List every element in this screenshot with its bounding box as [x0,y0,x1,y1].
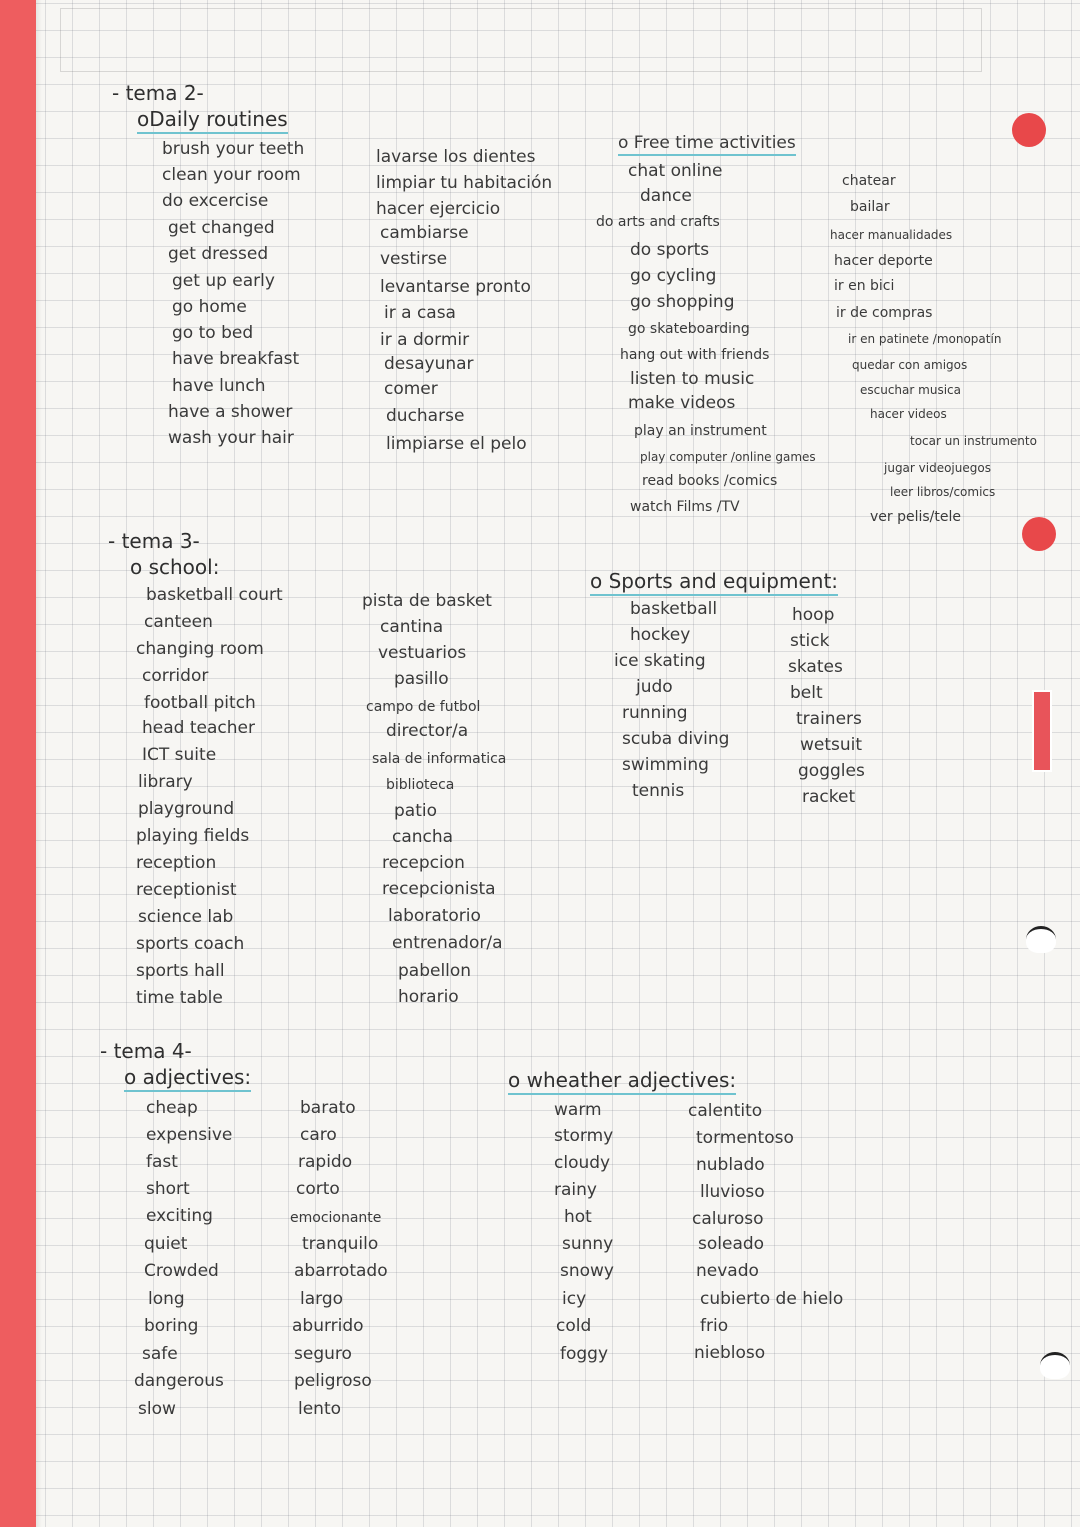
adj-es: abarrotado [294,1261,388,1281]
free-es: ver pelis/tele [870,509,961,525]
weather-en: cloudy [554,1153,611,1173]
weather-es: lluvioso [700,1182,765,1202]
weather-en: hot [564,1207,592,1227]
sports-es: wetsuit [800,735,863,755]
free-en: do sports [630,240,710,260]
free-es: hacer manualidades [830,228,953,242]
free-en: listen to music [630,369,755,389]
school-en: ICT suite [142,745,217,765]
adj-es: rapido [298,1152,353,1172]
adj-es: seguro [294,1344,352,1364]
school-en: time table [136,988,223,1008]
sports-heading: o Sports and equipment: [590,570,838,592]
adj-en: expensive [146,1125,233,1145]
daily-en: have breakfast [172,349,300,369]
school-en: playground [138,799,235,819]
adj-es: corto [296,1179,340,1199]
adj-es: aburrido [292,1316,364,1336]
free-en: play computer /online games [640,450,816,464]
free-es: chatear [842,173,896,189]
school-es: entrenador/a [392,933,503,953]
daily-routines-heading: oDaily routines [137,108,288,130]
sports-es: goggles [798,761,865,781]
adj-es: barato [300,1098,356,1118]
daily-en: get dressed [168,244,269,264]
school-es: pista de basket [362,591,492,611]
sticky-tab [1032,690,1052,772]
sports-en: basketball [630,599,718,619]
adj-en: safe [142,1344,178,1364]
weather-en: foggy [560,1344,609,1364]
free-es: quedar con amigos [852,358,968,372]
free-es: ir en patinete /monopatín [848,332,1002,346]
school-es: campo de futbol [366,699,481,715]
weather-en: sunny [562,1234,614,1254]
daily-es: comer [384,379,438,399]
daily-es: levantarse pronto [380,277,531,297]
daily-en: do excercise [162,191,269,211]
school-en: canteen [144,612,213,632]
school-es: laboratorio [388,906,481,926]
adj-en: dangerous [134,1371,224,1391]
school-en: changing room [136,639,264,659]
sports-en: scuba diving [622,729,730,749]
free-en: watch Films /TV [630,499,740,515]
weather-es: tormentoso [696,1128,794,1148]
school-en: receptionist [136,880,237,900]
school-en: football pitch [144,693,256,713]
school-es: cancha [392,827,454,847]
free-es: ir en bici [834,278,895,294]
school-es: horario [398,987,459,1007]
daily-en: brush your teeth [162,139,305,159]
weather-es: cubierto de hielo [700,1289,844,1309]
weather-es: soleado [698,1234,765,1254]
weather-es: frio [700,1316,729,1336]
sports-en: hockey [630,625,691,645]
free-en: read books /comics [642,473,778,489]
daily-en: go home [172,297,247,317]
weather-es: niebloso [694,1343,766,1363]
free-es: hacer deporte [834,253,933,269]
free-es: bailar [850,199,890,215]
sports-en: ice skating [614,651,706,671]
sports-es: skates [788,657,843,677]
free-time-heading: o Free time activities [618,132,796,154]
sports-es: belt [790,683,823,703]
sports-en: tennis [632,781,685,801]
sports-en: running [622,703,688,723]
free-en: chat online [628,161,723,181]
adj-en: short [146,1179,190,1199]
daily-es: hacer ejercicio [376,199,501,219]
school-es: pasillo [394,669,449,689]
school-es: recepcionista [382,879,496,899]
adj-es: lento [298,1399,342,1419]
weather-es: caluroso [692,1209,764,1229]
binder-hole-1 [1012,113,1046,147]
daily-es: ir a dormir [380,330,470,350]
daily-en: get changed [168,218,275,238]
free-en: go cycling [630,266,717,286]
school-es: biblioteca [386,777,455,793]
binder-hole-4 [1040,1352,1070,1379]
adj-es: largo [300,1289,344,1309]
daily-es: vestirse [380,249,448,269]
school-es: vestuarios [378,643,467,663]
weather-en: rainy [554,1180,597,1200]
tema3-title: - tema 3- [108,529,200,553]
school-en: library [138,772,193,792]
free-en: hang out with friends [620,347,770,363]
adjectives-heading: o adjectives: [124,1066,251,1088]
free-es: ir de compras [836,305,933,321]
daily-en: wash your hair [168,428,294,448]
weather-es: nublado [696,1155,765,1175]
binder-hole-2 [1022,517,1056,551]
school-heading: o school: [130,555,220,579]
weather-en: cold [556,1316,592,1336]
free-en: dance [640,186,692,206]
adj-en: cheap [146,1098,198,1118]
adj-es: emocionante [290,1210,382,1226]
daily-es: lavarse los dientes [376,147,536,167]
sports-es: hoop [792,605,835,625]
sports-es: racket [802,787,856,807]
weather-en: warm [554,1100,602,1120]
tema2-title: - tema 2- [112,81,204,105]
daily-en: clean your room [162,165,301,185]
adj-en: exciting [146,1206,213,1226]
weather-es: calentito [688,1101,763,1121]
school-en: basketball court [146,585,283,605]
school-es: cantina [380,617,444,637]
daily-en: go to bed [172,323,254,343]
adj-es: caro [300,1125,337,1145]
weather-heading: o wheather adjectives: [508,1069,736,1091]
school-en: reception [136,853,217,873]
free-es: hacer videos [870,407,947,421]
school-en: sports hall [136,961,225,981]
daily-es: limpiar tu habitación [376,173,553,193]
school-es: director/a [386,721,469,741]
adj-en: boring [144,1316,199,1336]
school-es: patio [394,801,437,821]
free-en: make videos [628,393,736,413]
free-es: tocar un instrumento [910,434,1037,448]
binder-hole-3 [1026,926,1056,953]
weather-en: icy [562,1289,587,1309]
school-en: playing fields [136,826,250,846]
daily-es: limpiarse el pelo [386,434,527,454]
sports-en: swimming [622,755,709,775]
school-en: corridor [142,666,209,686]
free-en: go skateboarding [628,321,750,337]
weather-en: stormy [554,1126,614,1146]
adj-es: peligroso [294,1371,372,1391]
school-en: science lab [138,907,234,927]
free-es: leer libros/comics [890,485,996,499]
school-en: sports coach [136,934,245,954]
school-en: head teacher [142,718,255,738]
school-es: recepcion [382,853,465,873]
daily-es: ir a casa [384,303,456,323]
sports-es: trainers [796,709,862,729]
free-es: escuchar musica [860,383,961,397]
header-box [60,8,982,72]
school-es: pabellon [398,961,472,981]
weather-en: snowy [560,1261,614,1281]
free-en: do arts and crafts [596,214,720,230]
daily-es: desayunar [384,354,474,374]
daily-en: have a shower [168,402,293,422]
red-margin [0,0,36,1527]
school-es: sala de informatica [372,751,507,767]
daily-en: get up early [172,271,275,291]
free-en: go shopping [630,292,735,312]
adj-en: fast [146,1152,178,1172]
adj-en: long [148,1289,185,1309]
daily-es: ducharse [386,406,465,426]
sports-es: stick [790,631,830,651]
sports-en: judo [636,677,673,697]
daily-en: have lunch [172,376,266,396]
adj-en: Crowded [144,1261,219,1281]
adj-en: slow [138,1399,176,1419]
tema4-title: - tema 4- [100,1039,192,1063]
daily-es: cambiarse [380,223,469,243]
free-en: play an instrument [634,423,767,439]
weather-es: nevado [696,1261,759,1281]
adj-es: tranquilo [302,1234,379,1254]
adj-en: quiet [144,1234,188,1254]
free-es: jugar videojuegos [884,461,991,475]
